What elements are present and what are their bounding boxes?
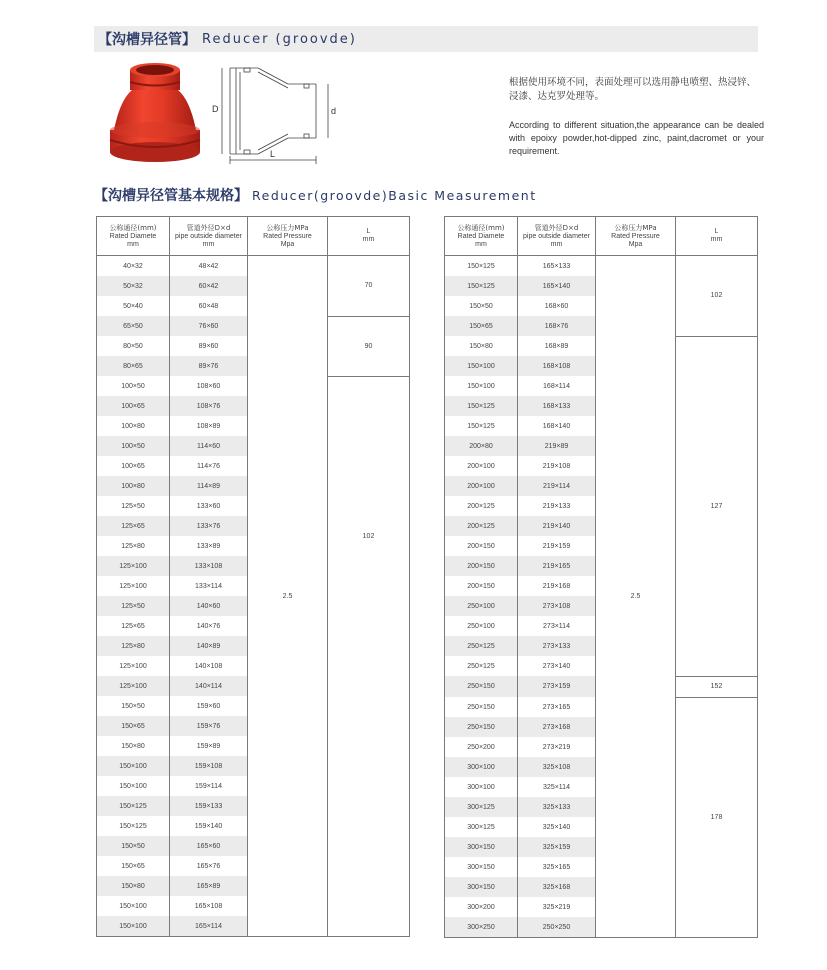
pipe-diameter-cell: 165×140 xyxy=(518,276,596,296)
pressure-cell: 2.5 xyxy=(596,256,676,938)
pipe-diameter-cell: 273×108 xyxy=(518,596,596,616)
rated-diameter-cell: 150×100 xyxy=(97,776,170,796)
rated-diameter-cell: 150×50 xyxy=(445,296,518,316)
pipe-diameter-cell: 219×114 xyxy=(518,476,596,496)
pipe-diameter-cell: 159×114 xyxy=(170,776,248,796)
pipe-diameter-cell: 140×76 xyxy=(170,616,248,636)
page-header xyxy=(94,26,758,52)
rated-diameter-cell: 150×100 xyxy=(97,916,170,937)
pipe-diameter-cell: 325×108 xyxy=(518,757,596,777)
rated-diameter-cell: 200×125 xyxy=(445,516,518,536)
header-rated-pressure: 公称压力MPa Rated Pressure Mpa xyxy=(248,217,328,256)
rated-diameter-cell: 300×250 xyxy=(445,917,518,938)
pipe-diameter-cell: 325×168 xyxy=(518,877,596,897)
length-cell: 70 xyxy=(328,256,410,317)
pipe-diameter-cell: 140×60 xyxy=(170,596,248,616)
pipe-diameter-cell: 273×219 xyxy=(518,737,596,757)
pipe-diameter-cell: 108×89 xyxy=(170,416,248,436)
pipe-diameter-cell: 60×48 xyxy=(170,296,248,316)
pipe-diameter-cell: 60×42 xyxy=(170,276,248,296)
pipe-diameter-cell: 168×89 xyxy=(518,336,596,356)
header-title-en: Reducer (groovde) xyxy=(202,31,357,47)
length-cell: 102 xyxy=(328,376,410,696)
pipe-diameter-cell: 165×114 xyxy=(170,916,248,937)
header-length: L mm xyxy=(328,217,410,256)
pipe-diameter-cell: 89×76 xyxy=(170,356,248,376)
pipe-diameter-cell: 325×219 xyxy=(518,897,596,917)
table-header-row xyxy=(97,217,410,256)
rated-diameter-cell: 150×125 xyxy=(97,796,170,816)
dim-label-D: D xyxy=(212,104,219,114)
rated-diameter-cell: 125×50 xyxy=(97,496,170,516)
rated-diameter-cell: 40×32 xyxy=(97,256,170,277)
pipe-diameter-cell: 168×140 xyxy=(518,416,596,436)
pipe-diameter-cell: 219×168 xyxy=(518,576,596,596)
rated-diameter-cell: 250×125 xyxy=(445,656,518,676)
pipe-diameter-cell: 165×108 xyxy=(170,896,248,916)
header-pipe-outside-diameter: 管道外径D×d pipe outside diameter mm xyxy=(170,217,248,256)
pipe-diameter-cell: 140×89 xyxy=(170,636,248,656)
rated-diameter-cell: 250×150 xyxy=(445,717,518,737)
pipe-diameter-cell: 159×76 xyxy=(170,716,248,736)
pipe-diameter-cell: 159×89 xyxy=(170,736,248,756)
pipe-diameter-cell: 273×168 xyxy=(518,717,596,737)
pipe-diameter-cell: 219×165 xyxy=(518,556,596,576)
pipe-diameter-cell: 165×60 xyxy=(170,836,248,856)
pipe-diameter-cell: 159×140 xyxy=(170,816,248,836)
rated-diameter-cell: 100×65 xyxy=(97,396,170,416)
pipe-diameter-cell: 219×140 xyxy=(518,516,596,536)
pipe-diameter-cell: 114×89 xyxy=(170,476,248,496)
rated-diameter-cell: 125×100 xyxy=(97,576,170,596)
length-cell: 127 xyxy=(676,336,758,676)
rated-diameter-cell: 150×100 xyxy=(445,376,518,396)
pipe-diameter-cell: 325×133 xyxy=(518,797,596,817)
section-title xyxy=(94,184,774,206)
rated-diameter-cell: 100×80 xyxy=(97,476,170,496)
rated-diameter-cell: 150×65 xyxy=(97,716,170,736)
rated-diameter-cell: 150×100 xyxy=(97,896,170,916)
rated-diameter-cell: 150×65 xyxy=(97,856,170,876)
table-row xyxy=(97,256,410,277)
rated-diameter-cell: 80×65 xyxy=(97,356,170,376)
rated-diameter-cell: 100×65 xyxy=(97,456,170,476)
rated-diameter-cell: 150×125 xyxy=(445,416,518,436)
rated-diameter-cell: 125×50 xyxy=(97,596,170,616)
rated-diameter-cell: 300×125 xyxy=(445,817,518,837)
rated-diameter-cell: 150×125 xyxy=(97,816,170,836)
rated-diameter-cell: 200×150 xyxy=(445,556,518,576)
spec-table-left xyxy=(96,216,410,937)
pipe-diameter-cell: 165×76 xyxy=(170,856,248,876)
rated-diameter-cell: 100×50 xyxy=(97,436,170,456)
pipe-diameter-cell: 133×89 xyxy=(170,536,248,556)
rated-diameter-cell: 100×50 xyxy=(97,376,170,396)
header-rated-diameter: 公称通径(mm) Rated Diamete mm xyxy=(97,217,170,256)
rated-diameter-cell: 150×80 xyxy=(97,736,170,756)
pipe-diameter-cell: 114×76 xyxy=(170,456,248,476)
header-pipe-outside-diameter: 管道外径D×d pipe outside diameter mm xyxy=(518,217,596,256)
pipe-diameter-cell: 219×159 xyxy=(518,536,596,556)
rated-diameter-cell: 200×80 xyxy=(445,436,518,456)
pipe-diameter-cell: 133×108 xyxy=(170,556,248,576)
pipe-diameter-cell: 159×60 xyxy=(170,696,248,716)
rated-diameter-cell: 150×100 xyxy=(445,356,518,376)
rated-diameter-cell: 250×100 xyxy=(445,596,518,616)
reducer-photo xyxy=(100,60,210,170)
pipe-diameter-cell: 325×114 xyxy=(518,777,596,797)
rated-diameter-cell: 150×50 xyxy=(97,696,170,716)
rated-diameter-cell: 300×150 xyxy=(445,877,518,897)
pipe-diameter-cell: 114×60 xyxy=(170,436,248,456)
pipe-diameter-cell: 273×165 xyxy=(518,697,596,717)
pipe-diameter-cell: 76×60 xyxy=(170,316,248,336)
rated-diameter-cell: 200×100 xyxy=(445,456,518,476)
dim-label-d: d xyxy=(331,106,337,116)
rated-diameter-cell: 150×125 xyxy=(445,256,518,277)
header-rated-diameter: 公称通径(mm) Rated Diamete mm xyxy=(445,217,518,256)
rated-diameter-cell: 200×125 xyxy=(445,496,518,516)
length-cell: 152 xyxy=(676,676,758,697)
pipe-diameter-cell: 165×133 xyxy=(518,256,596,277)
rated-diameter-cell: 300×100 xyxy=(445,757,518,777)
rated-diameter-cell: 300×125 xyxy=(445,797,518,817)
description-zh: 根据使用环境不同，表面处理可以选用静电喷塑、热浸锌、浸漆、达克罗处理等。 xyxy=(509,77,757,102)
pipe-diameter-cell: 168×114 xyxy=(518,376,596,396)
length-cell: 102 xyxy=(676,256,758,337)
rated-diameter-cell: 300×150 xyxy=(445,857,518,877)
rated-diameter-cell: 125×65 xyxy=(97,616,170,636)
pipe-diameter-cell: 325×159 xyxy=(518,837,596,857)
rated-diameter-cell: 80×50 xyxy=(97,336,170,356)
pressure-cell: 2.5 xyxy=(248,256,328,937)
rated-diameter-cell: 150×100 xyxy=(97,756,170,776)
pipe-diameter-cell: 250×250 xyxy=(518,917,596,938)
pipe-diameter-cell: 133×60 xyxy=(170,496,248,516)
rated-diameter-cell: 50×32 xyxy=(97,276,170,296)
pipe-diameter-cell: 133×114 xyxy=(170,576,248,596)
reducer-drawing xyxy=(210,62,342,166)
rated-diameter-cell: 125×100 xyxy=(97,556,170,576)
rated-diameter-cell: 125×100 xyxy=(97,676,170,696)
pipe-diameter-cell: 168×133 xyxy=(518,396,596,416)
rated-diameter-cell: 125×65 xyxy=(97,516,170,536)
description-en: According to different situation,the appearance can be dealed with epoixy powder,hot-dipped zinc, paint,dacromet or your requirement. xyxy=(509,120,764,156)
pipe-diameter-cell: 159×133 xyxy=(170,796,248,816)
rated-diameter-cell: 150×50 xyxy=(97,836,170,856)
rated-diameter-cell: 300×200 xyxy=(445,897,518,917)
pipe-diameter-cell: 325×165 xyxy=(518,857,596,877)
pipe-diameter-cell: 133×76 xyxy=(170,516,248,536)
rated-diameter-cell: 250×150 xyxy=(445,697,518,717)
rated-diameter-cell: 200×150 xyxy=(445,576,518,596)
pipe-diameter-cell: 159×108 xyxy=(170,756,248,776)
pipe-diameter-cell: 165×89 xyxy=(170,876,248,896)
dim-label-L: L xyxy=(270,149,276,159)
pipe-diameter-cell: 219×89 xyxy=(518,436,596,456)
header-length: L mm xyxy=(676,217,758,256)
table-header-row xyxy=(445,217,758,256)
rated-diameter-cell: 150×80 xyxy=(97,876,170,896)
pipe-diameter-cell: 48×42 xyxy=(170,256,248,277)
pipe-diameter-cell: 140×108 xyxy=(170,656,248,676)
header-title-zh: 【沟槽异径管】 xyxy=(98,32,196,48)
pipe-diameter-cell: 325×140 xyxy=(518,817,596,837)
rated-diameter-cell: 300×150 xyxy=(445,837,518,857)
pipe-diameter-cell: 140×114 xyxy=(170,676,248,696)
header-rated-pressure: 公称压力MPa Rated Pressure Mpa xyxy=(596,217,676,256)
pipe-diameter-cell: 273×159 xyxy=(518,676,596,697)
pipe-diameter-cell: 168×60 xyxy=(518,296,596,316)
section-title-en: Reducer(groovde)Basic Measurement xyxy=(252,187,537,203)
rated-diameter-cell: 50×40 xyxy=(97,296,170,316)
rated-diameter-cell: 65×50 xyxy=(97,316,170,336)
rated-diameter-cell: 125×80 xyxy=(97,536,170,556)
rated-diameter-cell: 125×80 xyxy=(97,636,170,656)
rated-diameter-cell: 250×125 xyxy=(445,636,518,656)
pipe-diameter-cell: 168×108 xyxy=(518,356,596,376)
pipe-diameter-cell: 219×108 xyxy=(518,456,596,476)
rated-diameter-cell: 300×100 xyxy=(445,777,518,797)
pipe-diameter-cell: 108×76 xyxy=(170,396,248,416)
rated-diameter-cell: 150×125 xyxy=(445,396,518,416)
rated-diameter-cell: 150×65 xyxy=(445,316,518,336)
pipe-diameter-cell: 168×76 xyxy=(518,316,596,336)
pipe-diameter-cell: 108×60 xyxy=(170,376,248,396)
rated-diameter-cell: 250×150 xyxy=(445,676,518,697)
length-cell: 178 xyxy=(676,697,758,938)
rated-diameter-cell: 250×100 xyxy=(445,616,518,636)
pipe-diameter-cell: 273×133 xyxy=(518,636,596,656)
rated-diameter-cell: 150×80 xyxy=(445,336,518,356)
pipe-diameter-cell: 219×133 xyxy=(518,496,596,516)
rated-diameter-cell: 125×100 xyxy=(97,656,170,676)
rated-diameter-cell: 200×100 xyxy=(445,476,518,496)
rated-diameter-cell: 250×200 xyxy=(445,737,518,757)
table-row xyxy=(445,256,758,277)
spec-table-right xyxy=(444,216,758,938)
pipe-diameter-cell: 273×140 xyxy=(518,656,596,676)
pipe-diameter-cell: 273×114 xyxy=(518,616,596,636)
rated-diameter-cell: 100×80 xyxy=(97,416,170,436)
section-title-zh: 【沟槽异径管基本规格】 xyxy=(94,188,248,204)
rated-diameter-cell: 200×150 xyxy=(445,536,518,556)
pipe-diameter-cell: 89×60 xyxy=(170,336,248,356)
length-cell: 90 xyxy=(328,316,410,376)
rated-diameter-cell: 150×125 xyxy=(445,276,518,296)
